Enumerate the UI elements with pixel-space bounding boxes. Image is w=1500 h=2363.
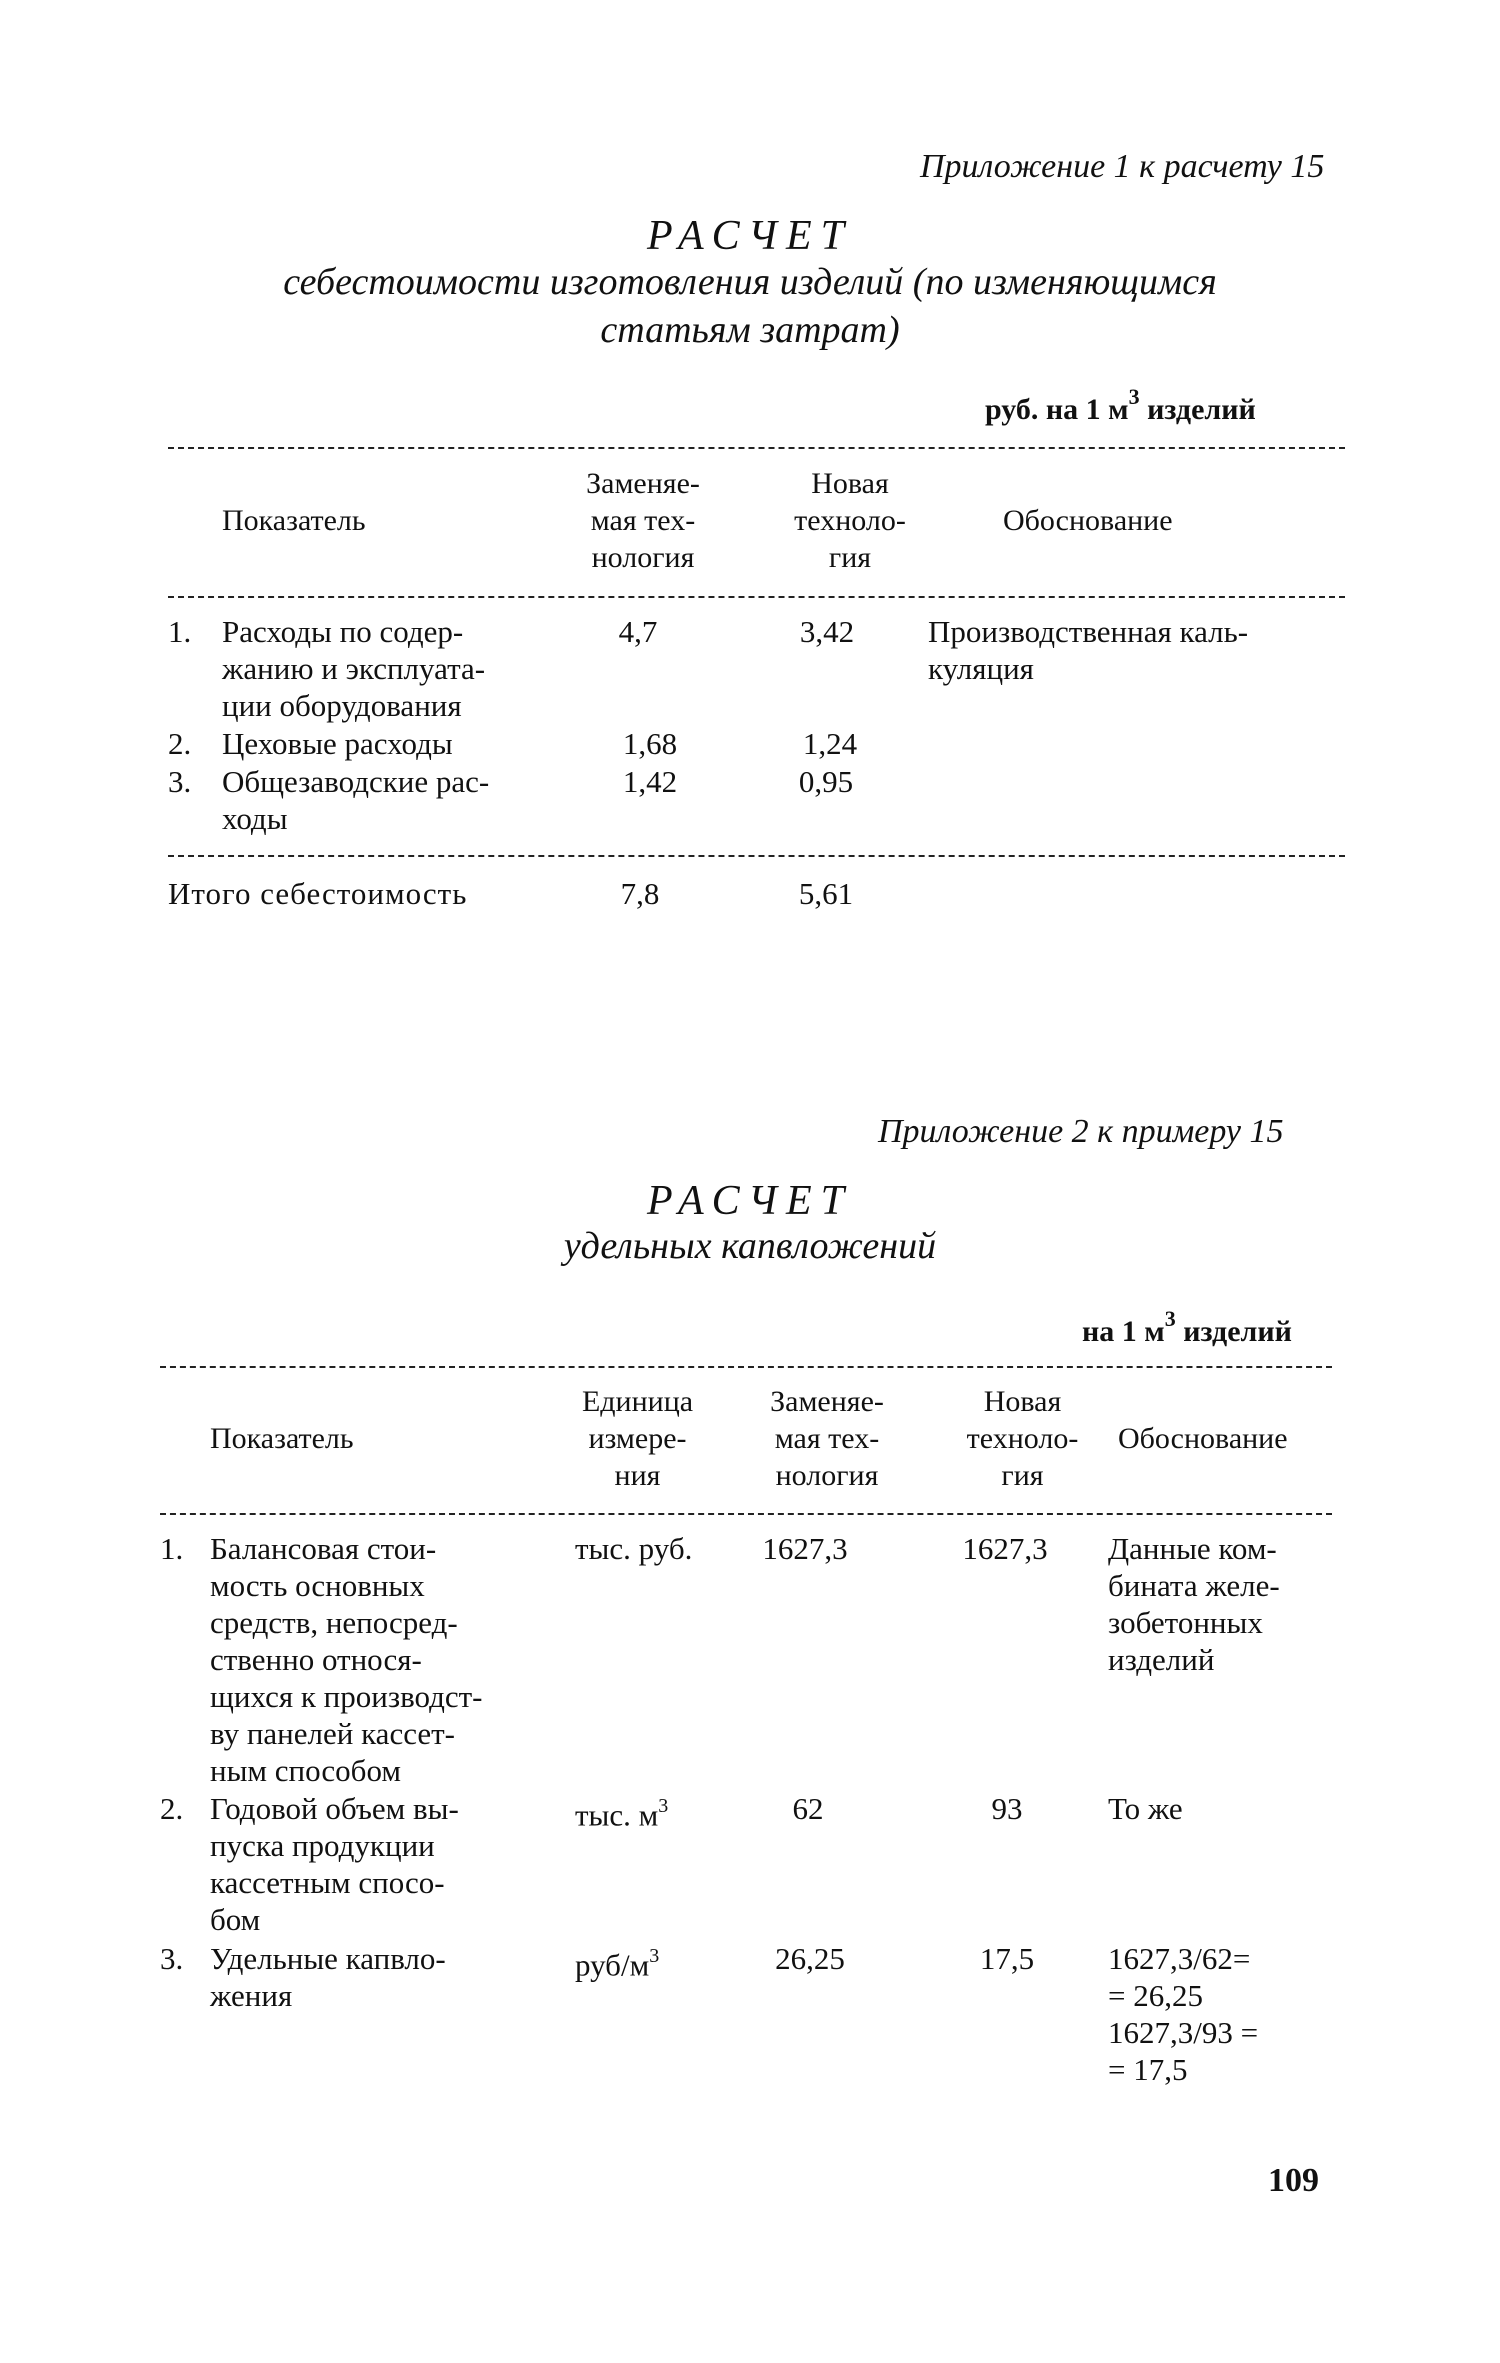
cell-line: ву панелей кассет- [210, 1716, 455, 1751]
table1-header-rule [168, 596, 1345, 598]
section1-subtitle-line2: статьям затрат) [600, 309, 900, 351]
table2-row1-replaced: 1627,3 [762, 1531, 848, 1566]
cell-line: жения [210, 1978, 293, 2013]
section1-title: РАСЧЕТ [647, 213, 853, 259]
header-line: техноло- [966, 1422, 1079, 1455]
header-line: гия [828, 541, 872, 574]
header-line: Заменяе- [770, 1385, 884, 1418]
cell-line: Удельные капвло- [210, 1941, 446, 1976]
cell-line: средств, непосред- [210, 1605, 458, 1640]
header-line: Новая [983, 1385, 1062, 1418]
cell-line: = 26,25 [1108, 1978, 1203, 2013]
table1-row2-indicator: Цеховые расходы [222, 726, 453, 761]
section2-unit-label [1082, 1306, 1292, 1349]
table1-row3-new: 0,95 [798, 764, 854, 799]
table2-row2-indicator [210, 1790, 459, 1938]
header-line: Новая [811, 467, 889, 500]
table2-row3-new: 17,5 [979, 1941, 1035, 1976]
table1-row2-replaced: 1,68 [622, 726, 678, 761]
table1-row1-indicator [222, 613, 485, 724]
table2-row3-basis [1108, 1940, 1258, 2088]
cell-line: 1627,3/62= [1108, 1941, 1251, 1976]
table1-row1-number: 1. [168, 614, 192, 649]
table2-row2-number: 2. [160, 1791, 184, 1826]
cell-line: изделий [1108, 1642, 1215, 1677]
table2-row3-replaced: 26,25 [775, 1941, 845, 1976]
table1-header-basis: Обоснование [1003, 504, 1173, 537]
table2-row1-number: 1. [160, 1531, 184, 1566]
cell-line: Расходы по содер- [222, 614, 464, 649]
cell-line: ции оборудования [222, 688, 462, 723]
cell-line: ходы [222, 801, 288, 836]
cell-line: Производственная каль- [928, 614, 1249, 649]
table2-header-indicator: Показатель [210, 1422, 354, 1455]
table1-header-indicator: Показатель [222, 504, 366, 537]
table2-row1-new: 1627,3 [962, 1531, 1048, 1566]
table1-header-replaced [568, 465, 718, 576]
header-line: нология [591, 541, 695, 574]
header-line: Заменяе- [586, 467, 700, 500]
appendix-2-caption: Приложение 2 к примеру 15 [878, 1113, 1284, 1150]
table1-row3-indicator [222, 763, 489, 837]
cell-line: бината желе- [1108, 1568, 1280, 1603]
table2-row3-number: 3. [160, 1941, 184, 1976]
table1-total-new: 5,61 [798, 876, 854, 911]
cell-line: Общезаводские рас- [222, 764, 490, 799]
cell-line: щихся к производст- [210, 1679, 483, 1714]
unit-text: тыс. м [575, 1797, 659, 1833]
table2-header-replaced [752, 1383, 902, 1494]
table2-row1-basis [1108, 1530, 1280, 1678]
unit-superscript: 3 [1164, 1306, 1176, 1331]
table2-row2-replaced: 62 [792, 1791, 824, 1826]
cell-line: зобетонных [1108, 1605, 1263, 1640]
section2-subtitle: удельных капвложений [563, 1225, 937, 1267]
unit-suffix: изделий [1175, 1315, 1292, 1348]
table1-row1-replaced: 4,7 [618, 614, 658, 649]
table2-header-new [945, 1383, 1100, 1494]
table1-row1-new: 3,42 [799, 614, 855, 649]
section2-title: РАСЧЕТ [647, 1178, 853, 1224]
table2-row3-indicator [210, 1940, 446, 2014]
header-line: ния [614, 1459, 661, 1492]
table2-row2-new: 93 [991, 1791, 1023, 1826]
table2-row3-unit [575, 1940, 659, 1983]
cell-line: мость основных [210, 1568, 425, 1603]
header-line: мая тех- [590, 504, 696, 537]
table1-row3-number: 3. [168, 764, 192, 799]
unit-superscript: 3 [658, 1795, 669, 1817]
header-line: нология [775, 1459, 879, 1492]
table2-row1-indicator [210, 1530, 483, 1789]
table1-row2-new: 1,24 [802, 726, 858, 761]
header-line: гия [1001, 1459, 1044, 1492]
unit-suffix: изделий [1139, 393, 1256, 426]
cell-line: ственно относя- [210, 1642, 422, 1677]
table1-total-label: Итого себестоимость [168, 876, 468, 911]
table1-row3-replaced: 1,42 [622, 764, 678, 799]
table1-row1-basis [928, 613, 1248, 687]
page-number: 109 [1268, 2162, 1319, 2199]
cell-line: Годовой объем вы- [210, 1791, 459, 1826]
unit-prefix: на 1 м [1082, 1315, 1165, 1348]
table1-total-rule [168, 855, 1345, 857]
header-line: измере- [588, 1422, 687, 1455]
table2-row1-unit: тыс. руб. [575, 1531, 693, 1566]
section1-subtitle-line1: себестоимости изготовления изделий (по изменяющимся [283, 261, 1217, 303]
table2-header-basis: Обоснование [1118, 1422, 1288, 1455]
header-line: Единица [581, 1385, 694, 1418]
cell-line: пуска продукции [210, 1828, 435, 1863]
table2-row2-unit [575, 1790, 668, 1833]
cell-line: бом [210, 1902, 261, 1937]
table1-row2-number: 2. [168, 726, 192, 761]
appendix-1-caption: Приложение 1 к расчету 15 [920, 148, 1325, 185]
unit-superscript: 3 [1128, 384, 1140, 409]
cell-line: кассетным спосо- [210, 1865, 445, 1900]
table2-row2-basis: То же [1108, 1791, 1183, 1826]
table1-header-new [770, 465, 930, 576]
table1-total-replaced: 7,8 [620, 876, 660, 911]
cell-line: Данные ком- [1108, 1531, 1277, 1566]
unit-text: руб/м [575, 1947, 650, 1983]
table2-header-rule [160, 1513, 1332, 1515]
cell-line: = 17,5 [1108, 2052, 1188, 2087]
table1-top-rule [168, 447, 1345, 449]
section1-unit-label [985, 384, 1256, 427]
cell-line: куляция [928, 651, 1034, 686]
cell-line: жанию и эксплуата- [222, 651, 486, 686]
cell-line: ным способом [210, 1753, 401, 1788]
cell-line: 1627,3/93 = [1108, 2015, 1259, 2050]
unit-superscript: 3 [649, 1945, 660, 1967]
header-line: мая тех- [774, 1422, 880, 1455]
cell-line: Балансовая стои- [210, 1531, 437, 1566]
unit-prefix: руб. на 1 м [985, 393, 1129, 426]
table2-top-rule [160, 1366, 1332, 1368]
header-line: техноло- [794, 504, 906, 537]
table2-header-unit [565, 1383, 710, 1494]
